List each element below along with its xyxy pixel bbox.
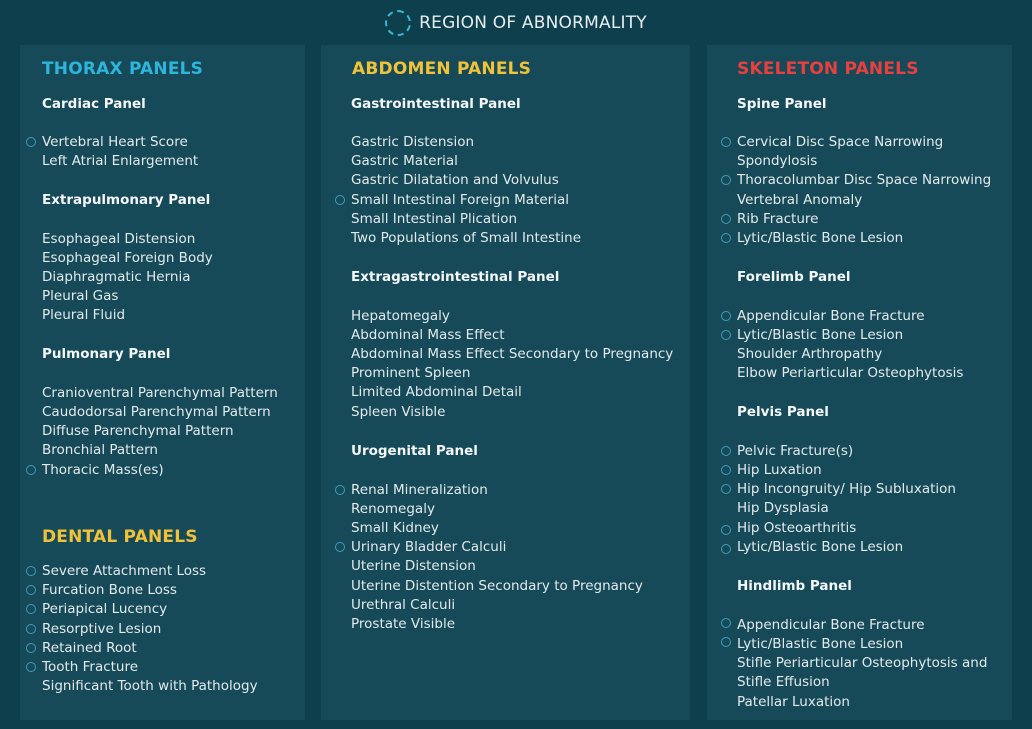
list-item[interactable]: Vertebral Heart Score	[42, 133, 188, 152]
cardiac-panel-title: Cardiac Panel	[42, 96, 146, 112]
radio-circle-icon[interactable]	[721, 544, 731, 554]
list-item: Gastric Dilatation and Volvulus	[351, 172, 559, 188]
radio-circle-icon[interactable]	[721, 137, 731, 147]
list-item[interactable]: Lytic/Blastic Bone Lesion	[737, 635, 903, 654]
list-item[interactable]: Thoracic Mass(es)	[42, 461, 164, 480]
list-item[interactable]: Hip Luxation	[737, 461, 822, 480]
pulmonary-panel-title: Pulmonary Panel	[42, 346, 171, 362]
list-item[interactable]: Lytic/Blastic Bone Lesion	[737, 229, 903, 248]
urogenital-panel-title: Urogenital Panel	[351, 443, 478, 459]
radio-circle-icon[interactable]	[721, 175, 731, 185]
radio-circle-icon[interactable]	[335, 542, 345, 552]
list-item: Uterine Distension	[351, 558, 476, 574]
list-item: Urethral Calculi	[351, 597, 456, 613]
radio-circle-icon[interactable]	[26, 566, 36, 576]
radio-circle-icon[interactable]	[26, 604, 36, 614]
list-item: Bronchial Pattern	[42, 442, 158, 458]
list-item[interactable]: Pelvic Fracture(s)	[737, 442, 853, 461]
radio-circle-icon[interactable]	[26, 465, 36, 475]
spine-panel-title: Spine Panel	[737, 96, 827, 112]
list-item: Shoulder Arthropathy	[737, 346, 883, 362]
radio-circle-icon[interactable]	[26, 585, 36, 595]
list-item[interactable]: Retained Root	[42, 639, 137, 658]
skeleton-section-title: SKELETON PANELS	[737, 59, 919, 79]
list-item: Small Kidney	[351, 520, 439, 536]
page-header	[0, 6, 1032, 40]
radio-circle-icon[interactable]	[721, 233, 731, 243]
thorax-panel-column	[20, 45, 305, 720]
forelimb-panel-title: Forelimb Panel	[737, 269, 851, 285]
radio-circle-icon[interactable]	[721, 618, 731, 628]
radio-circle-icon[interactable]	[721, 311, 731, 321]
list-item: Abdominal Mass Effect Secondary to Pregnancy	[351, 346, 674, 362]
list-item: Pleural Gas	[42, 288, 119, 304]
list-item[interactable]: Lytic/Blastic Bone Lesion	[737, 326, 903, 345]
list-item[interactable]: Resorptive Lesion	[42, 620, 161, 639]
extrapulmonary-panel-title: Extrapulmonary Panel	[42, 192, 211, 208]
list-item: Small Intestinal Plication	[351, 211, 518, 227]
list-item: Limited Abdominal Detail	[351, 384, 522, 400]
list-item[interactable]: Periapical Lucency	[42, 600, 167, 619]
radio-circle-icon[interactable]	[721, 637, 731, 647]
list-item: Renomegaly	[351, 501, 435, 517]
radio-circle-icon[interactable]	[26, 662, 36, 672]
list-item: Spondylosis	[737, 153, 818, 169]
list-item: Caudodorsal Parenchymal Pattern	[42, 404, 271, 420]
list-item: Cranioventral Parenchymal Pattern	[42, 385, 278, 401]
list-item[interactable]: Severe Attachment Loss	[42, 562, 206, 581]
list-item[interactable]: Small Intestinal Foreign Material	[351, 191, 569, 210]
gastrointestinal-panel-title: Gastrointestinal Panel	[351, 96, 521, 112]
abdomen-section-title: ABDOMEN PANELS	[352, 59, 532, 79]
radio-circle-icon[interactable]	[721, 525, 731, 535]
list-item[interactable]: Cervical Disc Space Narrowing	[737, 133, 943, 152]
list-item[interactable]: Appendicular Bone Fracture	[737, 307, 925, 326]
list-item: Prostate Visible	[351, 616, 456, 632]
list-item[interactable]: Appendicular Bone Fracture	[737, 616, 925, 635]
list-item: Stifle Periarticular Osteophytosis and	[737, 655, 988, 671]
list-item[interactable]: Furcation Bone Loss	[42, 581, 177, 600]
list-item[interactable]: Hip Incongruity/ Hip Subluxation	[737, 480, 956, 499]
list-item: Hepatomegaly	[351, 308, 450, 324]
list-item: Prominent Spleen	[351, 365, 471, 381]
list-item: Spleen Visible	[351, 404, 446, 420]
list-item: Uterine Distention Secondary to Pregnancy	[351, 578, 643, 594]
list-item: Esophageal Distension	[42, 231, 196, 247]
list-item: Hip Dysplasia	[737, 500, 829, 516]
list-item: Patellar Luxation	[737, 694, 850, 710]
abdomen-panel-column	[321, 45, 690, 720]
skeleton-panel-column	[707, 45, 1012, 720]
thorax-section-title: THORAX PANELS	[42, 59, 204, 79]
list-item: Gastric Material	[351, 153, 458, 169]
list-item: Gastric Distension	[351, 134, 475, 150]
pelvis-panel-title: Pelvis Panel	[737, 404, 829, 420]
dashed-circle-icon	[385, 10, 411, 36]
radio-circle-icon[interactable]	[335, 485, 345, 495]
list-item[interactable]: Renal Mineralization	[351, 481, 488, 500]
list-item: Esophageal Foreign Body	[42, 250, 213, 266]
list-item[interactable]: Tooth Fracture	[42, 658, 138, 677]
hindlimb-panel-title: Hindlimb Panel	[737, 578, 852, 594]
list-item: Abdominal Mass Effect	[351, 327, 505, 343]
radio-circle-icon[interactable]	[721, 465, 731, 475]
list-item: Diaphragmatic Hernia	[42, 269, 191, 285]
dental-section-title: DENTAL PANELS	[42, 527, 198, 547]
list-item: Two Populations of Small Intestine	[351, 230, 582, 246]
list-item[interactable]: Thoracolumbar Disc Space Narrowing	[737, 171, 991, 190]
radio-circle-icon[interactable]	[721, 330, 731, 340]
list-item: Vertebral Anomaly	[737, 192, 863, 208]
list-item[interactable]: Lytic/Blastic Bone Lesion	[737, 538, 903, 557]
list-item[interactable]: Hip Osteoarthritis	[737, 519, 856, 538]
list-item: Significant Tooth with Pathology	[42, 678, 258, 694]
radio-circle-icon[interactable]	[26, 137, 36, 147]
list-item: Stifle Effusion	[737, 674, 830, 690]
list-item: Diffuse Parenchymal Pattern	[42, 423, 234, 439]
list-item[interactable]: Urinary Bladder Calculi	[351, 538, 506, 557]
radio-circle-icon[interactable]	[26, 624, 36, 634]
list-item[interactable]: Rib Fracture	[737, 210, 818, 229]
radio-circle-icon[interactable]	[335, 195, 345, 205]
list-item: Elbow Periarticular Osteophytosis	[737, 365, 964, 381]
radio-circle-icon[interactable]	[721, 484, 731, 494]
radio-circle-icon[interactable]	[721, 446, 731, 456]
list-item: Pleural Fluid	[42, 307, 126, 323]
list-item: Left Atrial Enlargement	[42, 153, 199, 169]
page-title: REGION OF ABNORMALITY	[419, 13, 647, 33]
extragastrointestinal-panel-title: Extragastrointestinal Panel	[351, 269, 560, 285]
radio-circle-icon[interactable]	[26, 643, 36, 653]
radio-circle-icon[interactable]	[721, 214, 731, 224]
